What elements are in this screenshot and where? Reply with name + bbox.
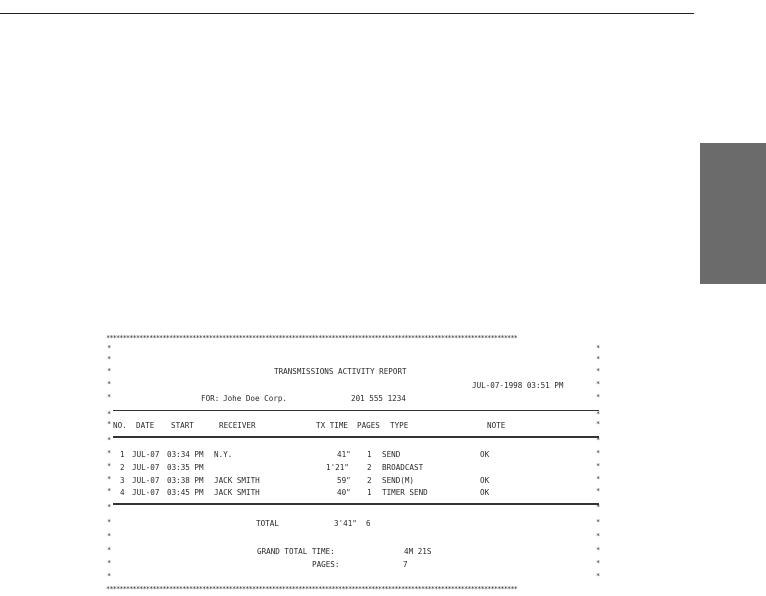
row-pages: 2 xyxy=(367,463,372,472)
row-receiver: JACK SMITH xyxy=(214,476,260,485)
star-mark: * xyxy=(107,355,112,363)
column-header-start: START xyxy=(171,421,194,430)
star-mark: * xyxy=(596,462,601,470)
total-label: TOTAL xyxy=(256,519,279,528)
row-date: JUL-07 xyxy=(132,463,160,472)
star-mark: * xyxy=(107,380,112,388)
star-mark: * xyxy=(596,532,601,540)
row-no: 2 xyxy=(120,463,125,472)
header-rule xyxy=(113,410,599,411)
row-receiver: N.Y. xyxy=(214,450,233,459)
star-mark: * xyxy=(107,393,112,401)
report-title: TRANSMISSIONS ACTIVITY REPORT xyxy=(274,367,407,376)
column-header-no: NO. xyxy=(113,421,127,430)
row-receiver: JACK SMITH xyxy=(214,488,260,497)
row-tx-time: 1'21" xyxy=(326,463,349,472)
star-mark: * xyxy=(107,410,112,418)
row-note: OK xyxy=(480,488,490,497)
star-mark: * xyxy=(107,487,112,495)
star-mark: * xyxy=(596,572,601,580)
top-star-border: **************************************************************************************************************************** xyxy=(106,334,517,342)
star-mark: * xyxy=(596,559,601,567)
row-no: 1 xyxy=(120,450,125,459)
star-mark: * xyxy=(107,449,112,457)
star-mark: * xyxy=(596,436,601,444)
star-mark: * xyxy=(596,475,601,483)
row-type: SEND xyxy=(382,450,401,459)
row-no: 3 xyxy=(120,476,125,485)
star-mark: * xyxy=(107,532,112,540)
grand-total-label: GRAND TOTAL TIME: xyxy=(257,547,335,556)
row-type: SEND(M) xyxy=(382,476,415,485)
column-header-tx-time: TX TIME xyxy=(316,421,349,430)
star-mark: * xyxy=(107,367,112,375)
pages-value: 7 xyxy=(403,560,408,569)
star-mark: * xyxy=(596,344,601,352)
row-tx-time: 40" xyxy=(337,488,351,497)
report-timestamp: JUL-07-1998 03:51 PM xyxy=(472,381,564,390)
star-mark: * xyxy=(596,393,601,401)
column-header-note: NOTE xyxy=(487,421,506,430)
star-mark: * xyxy=(596,420,601,428)
row-tx-time: 59" xyxy=(337,476,351,485)
total-time: 3'41" xyxy=(334,519,357,528)
row-start: 03:35 PM xyxy=(167,463,204,472)
row-type: TIMER SEND xyxy=(382,488,428,497)
star-mark: * xyxy=(107,344,112,352)
row-note: OK xyxy=(480,450,490,459)
star-mark: * xyxy=(107,503,112,511)
row-start: 03:45 PM xyxy=(167,488,204,497)
top-rule xyxy=(0,13,694,14)
star-mark: * xyxy=(107,572,112,580)
columns-rule xyxy=(113,436,599,438)
row-date: JUL-07 xyxy=(132,488,160,497)
column-header-date: DATE xyxy=(136,421,155,430)
star-mark: * xyxy=(107,436,112,444)
star-mark: * xyxy=(596,410,601,418)
rows-end-rule xyxy=(113,503,599,505)
row-pages: 1 xyxy=(367,450,372,459)
star-mark: * xyxy=(107,462,112,470)
column-header-receiver: RECEIVER xyxy=(219,421,256,430)
row-note: OK xyxy=(480,476,490,485)
row-date: JUL-07 xyxy=(132,476,160,485)
row-start: 03:38 PM xyxy=(167,476,204,485)
bottom-star-border: **************************************************************************************************************************** xyxy=(106,585,517,593)
star-mark: * xyxy=(107,546,112,554)
row-type: BROADCAST xyxy=(382,463,424,472)
star-mark: * xyxy=(107,420,112,428)
grand-total-value: 4M 21S xyxy=(404,547,432,556)
row-start: 03:34 PM xyxy=(167,450,204,459)
star-mark: * xyxy=(596,487,601,495)
row-date: JUL-07 xyxy=(132,450,160,459)
row-pages: 2 xyxy=(367,476,372,485)
pages-label: PAGES: xyxy=(312,560,340,569)
star-mark: * xyxy=(596,546,601,554)
row-pages: 1 xyxy=(367,488,372,497)
star-mark: * xyxy=(596,518,601,526)
column-header-type: TYPE xyxy=(390,421,409,430)
total-pages: 6 xyxy=(366,519,371,528)
row-no: 4 xyxy=(120,488,125,497)
star-mark: * xyxy=(596,449,601,457)
star-mark: * xyxy=(596,503,601,511)
section-tab xyxy=(700,143,766,284)
column-header-pages: PAGES xyxy=(357,421,380,430)
star-mark: * xyxy=(596,380,601,388)
activity-report xyxy=(106,334,706,596)
star-mark: * xyxy=(596,355,601,363)
row-tx-time: 41" xyxy=(337,450,351,459)
star-mark: * xyxy=(107,518,112,526)
for-name: Johe Doe Corp. xyxy=(223,394,288,403)
for-label: FOR: xyxy=(201,394,220,403)
star-mark: * xyxy=(596,367,601,375)
star-mark: * xyxy=(107,559,112,567)
for-number: 201 555 1234 xyxy=(351,394,406,403)
star-mark: * xyxy=(107,475,112,483)
